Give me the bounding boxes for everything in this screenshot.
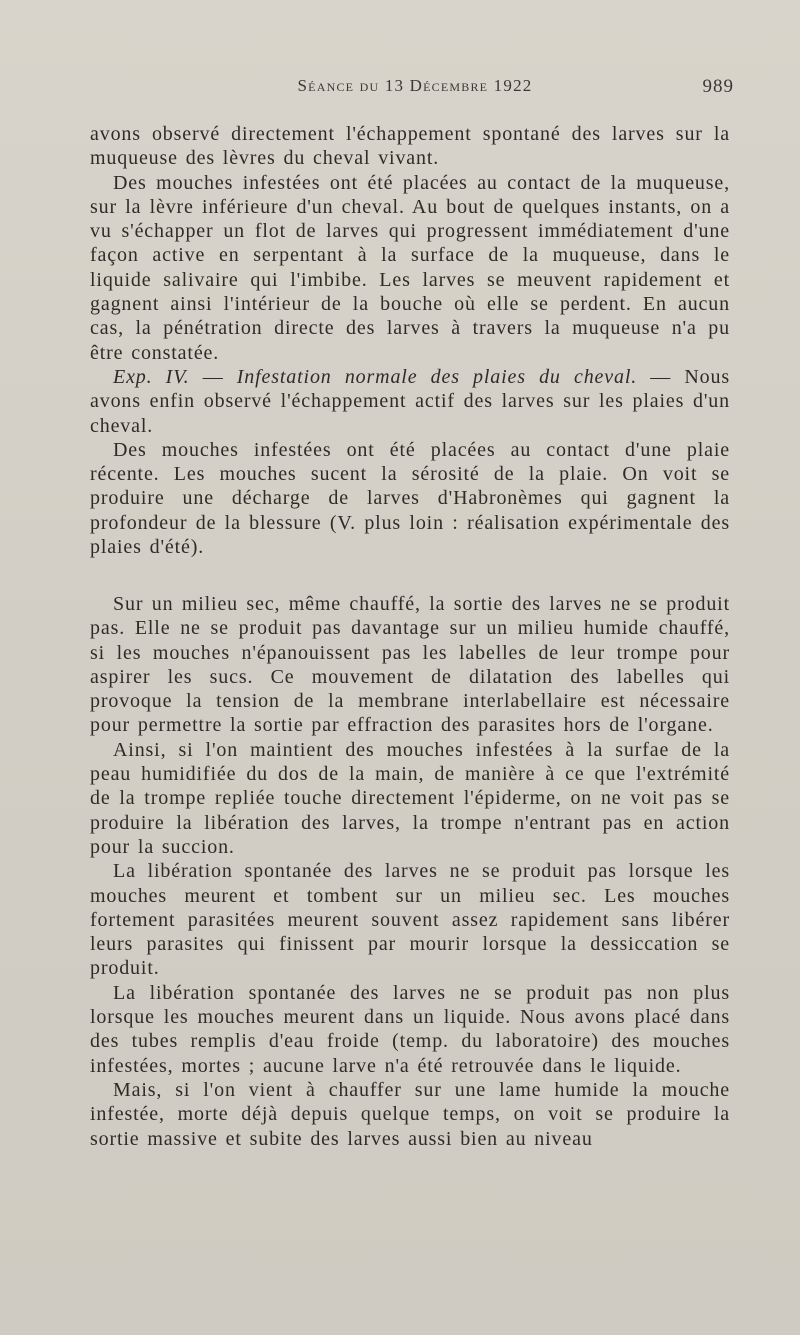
paragraph-1: avons observé directement l'échappement spontané des larves sur la muqueuse des lèvres du cheval vivant. xyxy=(90,123,730,170)
paragraph-2: Des mouches infestées ont été placées au contact de la muqueuse, sur la lèvre inférieure d'un cheval. Au bout de quelques instants, on a vu s'échapper un flot de larves qui progressent immédiatement d'une façon active en serpentant à la surface de la muqueuse, dans le liquide salivaire qui l'imbibe. Les larves se meuvent rapidement et gagnent ainsi l'intérieur de la bouche où elle se perdent. En aucun cas, la pénétration directe des larves à travers la muqueuse n'a pu être constatée. xyxy=(90,171,730,364)
running-header xyxy=(90,76,740,100)
paragraph-9: Mais, si l'on vient à chauffer sur une lame humide la mouche infestée, morte déjà depuis quelque temps, on voit se produire la sortie massive et subite des larves aussi bien au niveau xyxy=(90,1078,730,1150)
paragraph-7: La libération spontanée des larves ne se produit pas lorsque les mouches meurent et tombent sur un milieu sec. Les mouches fortement parasitées meurent souvent assez rapidement sans libérer leurs parasites qui finissent par mourir lorsque la dessiccation se produit. xyxy=(90,860,730,980)
experiment-title: Infestation normale des plaies du cheval. xyxy=(236,365,638,388)
text-block-upper xyxy=(90,122,730,559)
paragraph-exp-iv: Exp. IV. — Infestation normale des plaies du cheval. — Nous avons enfin observé l'échappement actif des larves sur les plaies d'un cheval. xyxy=(90,365,730,437)
paragraph-8: La libération spontanée des larves ne se produit pas non plus lorsque les mouches meurent dans un liquide. Nous avons placé dans des tubes remplis d'eau froide (temp. du laboratoire) des mouches infestées, mortes ; aucune larve n'a été retrouvée dans le liquide. xyxy=(90,981,730,1077)
paragraph-4: Des mouches infestées ont été placées au contact d'une plaie récente. Les mouches sucent la sérosité de la plaie. On voit se produire une décharge de larves d'Habronèmes qui gagnent la profondeur de la blessure (V. plus loin : réalisation expérimentale des plaies d'été). xyxy=(90,438,730,559)
header-title: Séance du 13 Décembre 1922 xyxy=(297,76,533,95)
experiment-label: Exp. IV. xyxy=(113,365,190,388)
paragraph-5: Sur un milieu sec, même chauffé, la sortie des larves ne se produit pas. Elle ne se produit pas davantage sur un milieu humide chauffé, si les mouches n'épanouissent pas les labelles de leur trompe pour aspirer les sucs. Ce mouvement de dilatation des labelles qui provoque la tension de la membrane interlabellaire est nécessaire pour permettre la sortie par effraction des parasites hors de l'organe. xyxy=(90,593,730,737)
paragraph-6: Ainsi, si l'on maintient des mouches infestées à la surfae de la peau humidifiée du dos de la main, de manière à ce que l'extrémité de la trompe repliée touche directement l'épiderme, on ne voit pas se produire la libération des larves, la trompe n'entrant pas en action pour la succion. xyxy=(90,738,730,858)
text-block-lower xyxy=(90,592,730,1151)
page-number: 989 xyxy=(702,76,734,97)
experiment-text: Nous avons enfin observé l'échappement actif des larves sur les plaies d'un cheval. xyxy=(90,365,730,437)
